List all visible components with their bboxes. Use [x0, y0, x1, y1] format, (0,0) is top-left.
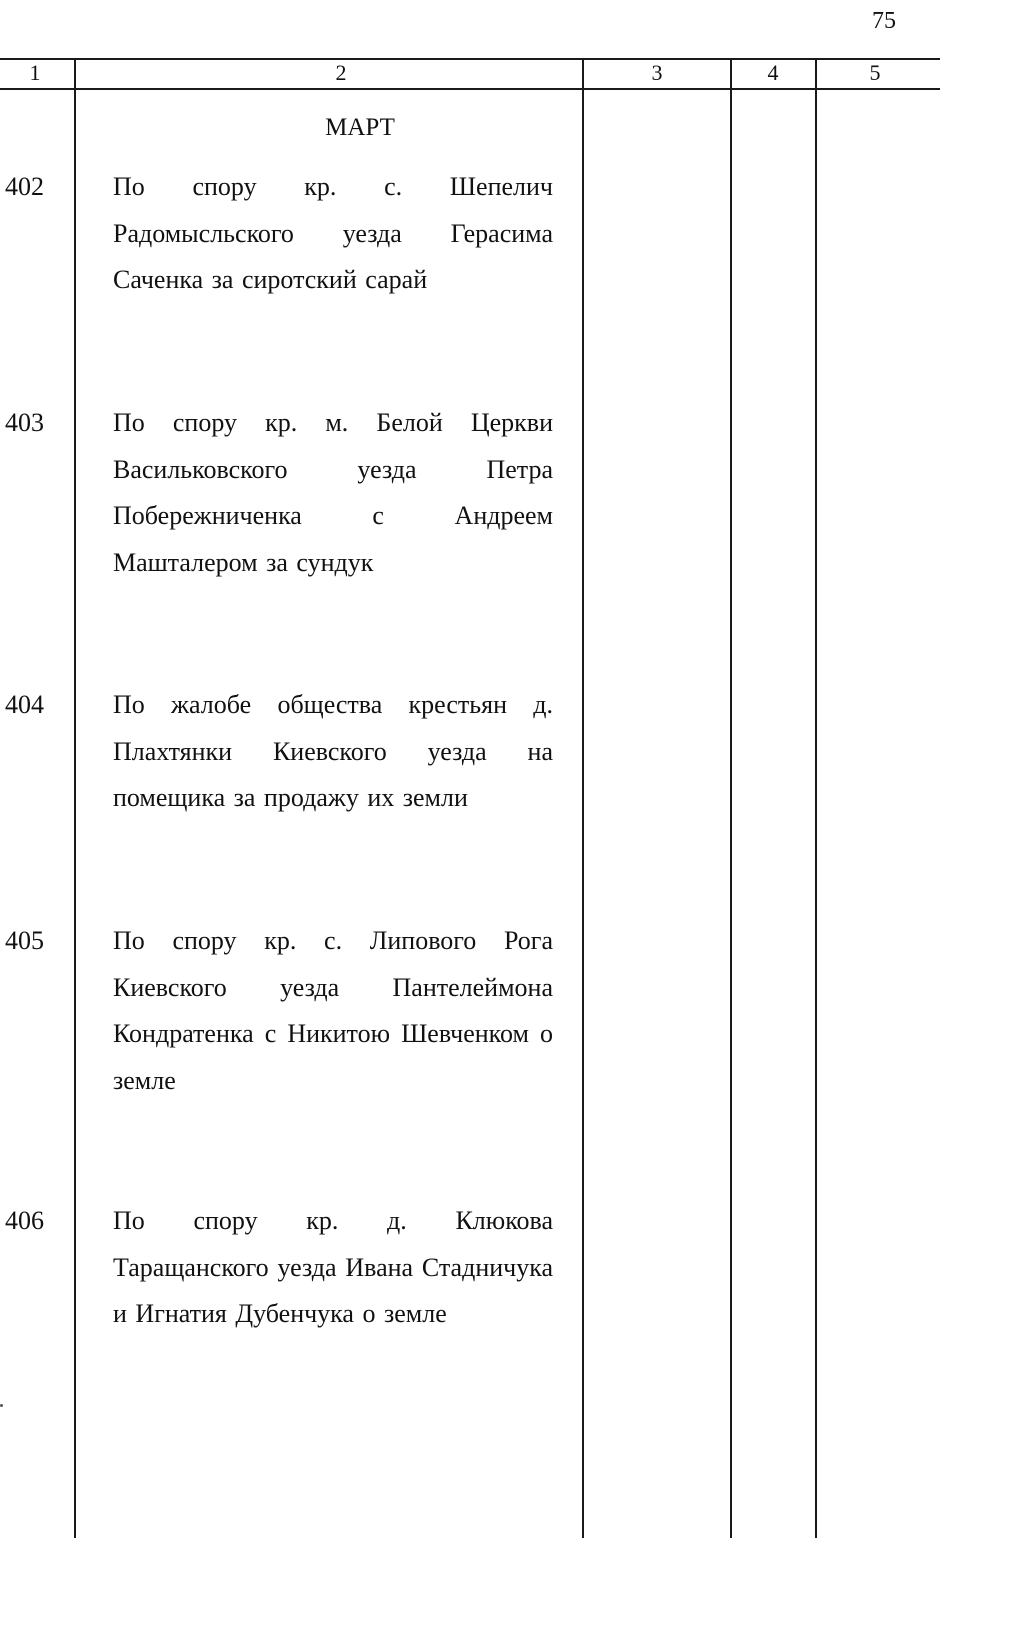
scan-speck — [0, 1404, 3, 1407]
column-divider-4-5 — [815, 58, 817, 1538]
column-divider-2-3 — [582, 58, 584, 1538]
column-divider-1-2 — [74, 58, 76, 1538]
page-number: 75 — [872, 8, 896, 34]
row-number-402: 402 — [5, 172, 44, 201]
row-text-402: По спору кр. с. Шепелич Радомысльского уезда Герасима Саченка за сиротский сарай — [113, 172, 553, 294]
row-text-406: По спору кр. д. Клюкова Таращанского уезда Ивана Стадничука и Игнатия Дубенчука о земле — [113, 1206, 553, 1328]
row-number-403: 403 — [5, 408, 44, 437]
column-header-4: 4 — [767, 60, 779, 85]
column-header-5: 5 — [869, 60, 881, 85]
row-number-405: 405 — [5, 926, 44, 955]
row-text-403: По спору кр. м. Белой Церкви Васильковского уезда Петра Побережниченка с Андреем Машталером за сундук — [113, 408, 553, 577]
section-title: МАРТ — [325, 114, 395, 141]
row-text-405: По спору кр. с. Липового Рога Киевского уезда Пантелеймона Кондратенка с Никитою Шевченком о земле — [113, 926, 553, 1095]
row-text-404: По жалобе общества крестьян д. Плахтянки Киевского уезда на помещика за продажу их земли — [113, 690, 553, 812]
row-number-404: 404 — [5, 690, 44, 719]
column-divider-3-4 — [730, 58, 732, 1538]
column-header-3: 3 — [651, 60, 663, 85]
table-top-rule — [0, 58, 940, 60]
table-header-rule — [0, 88, 940, 90]
row-number-406: 406 — [5, 1206, 44, 1235]
column-header-1: 1 — [29, 60, 41, 85]
column-header-2: 2 — [335, 60, 347, 85]
